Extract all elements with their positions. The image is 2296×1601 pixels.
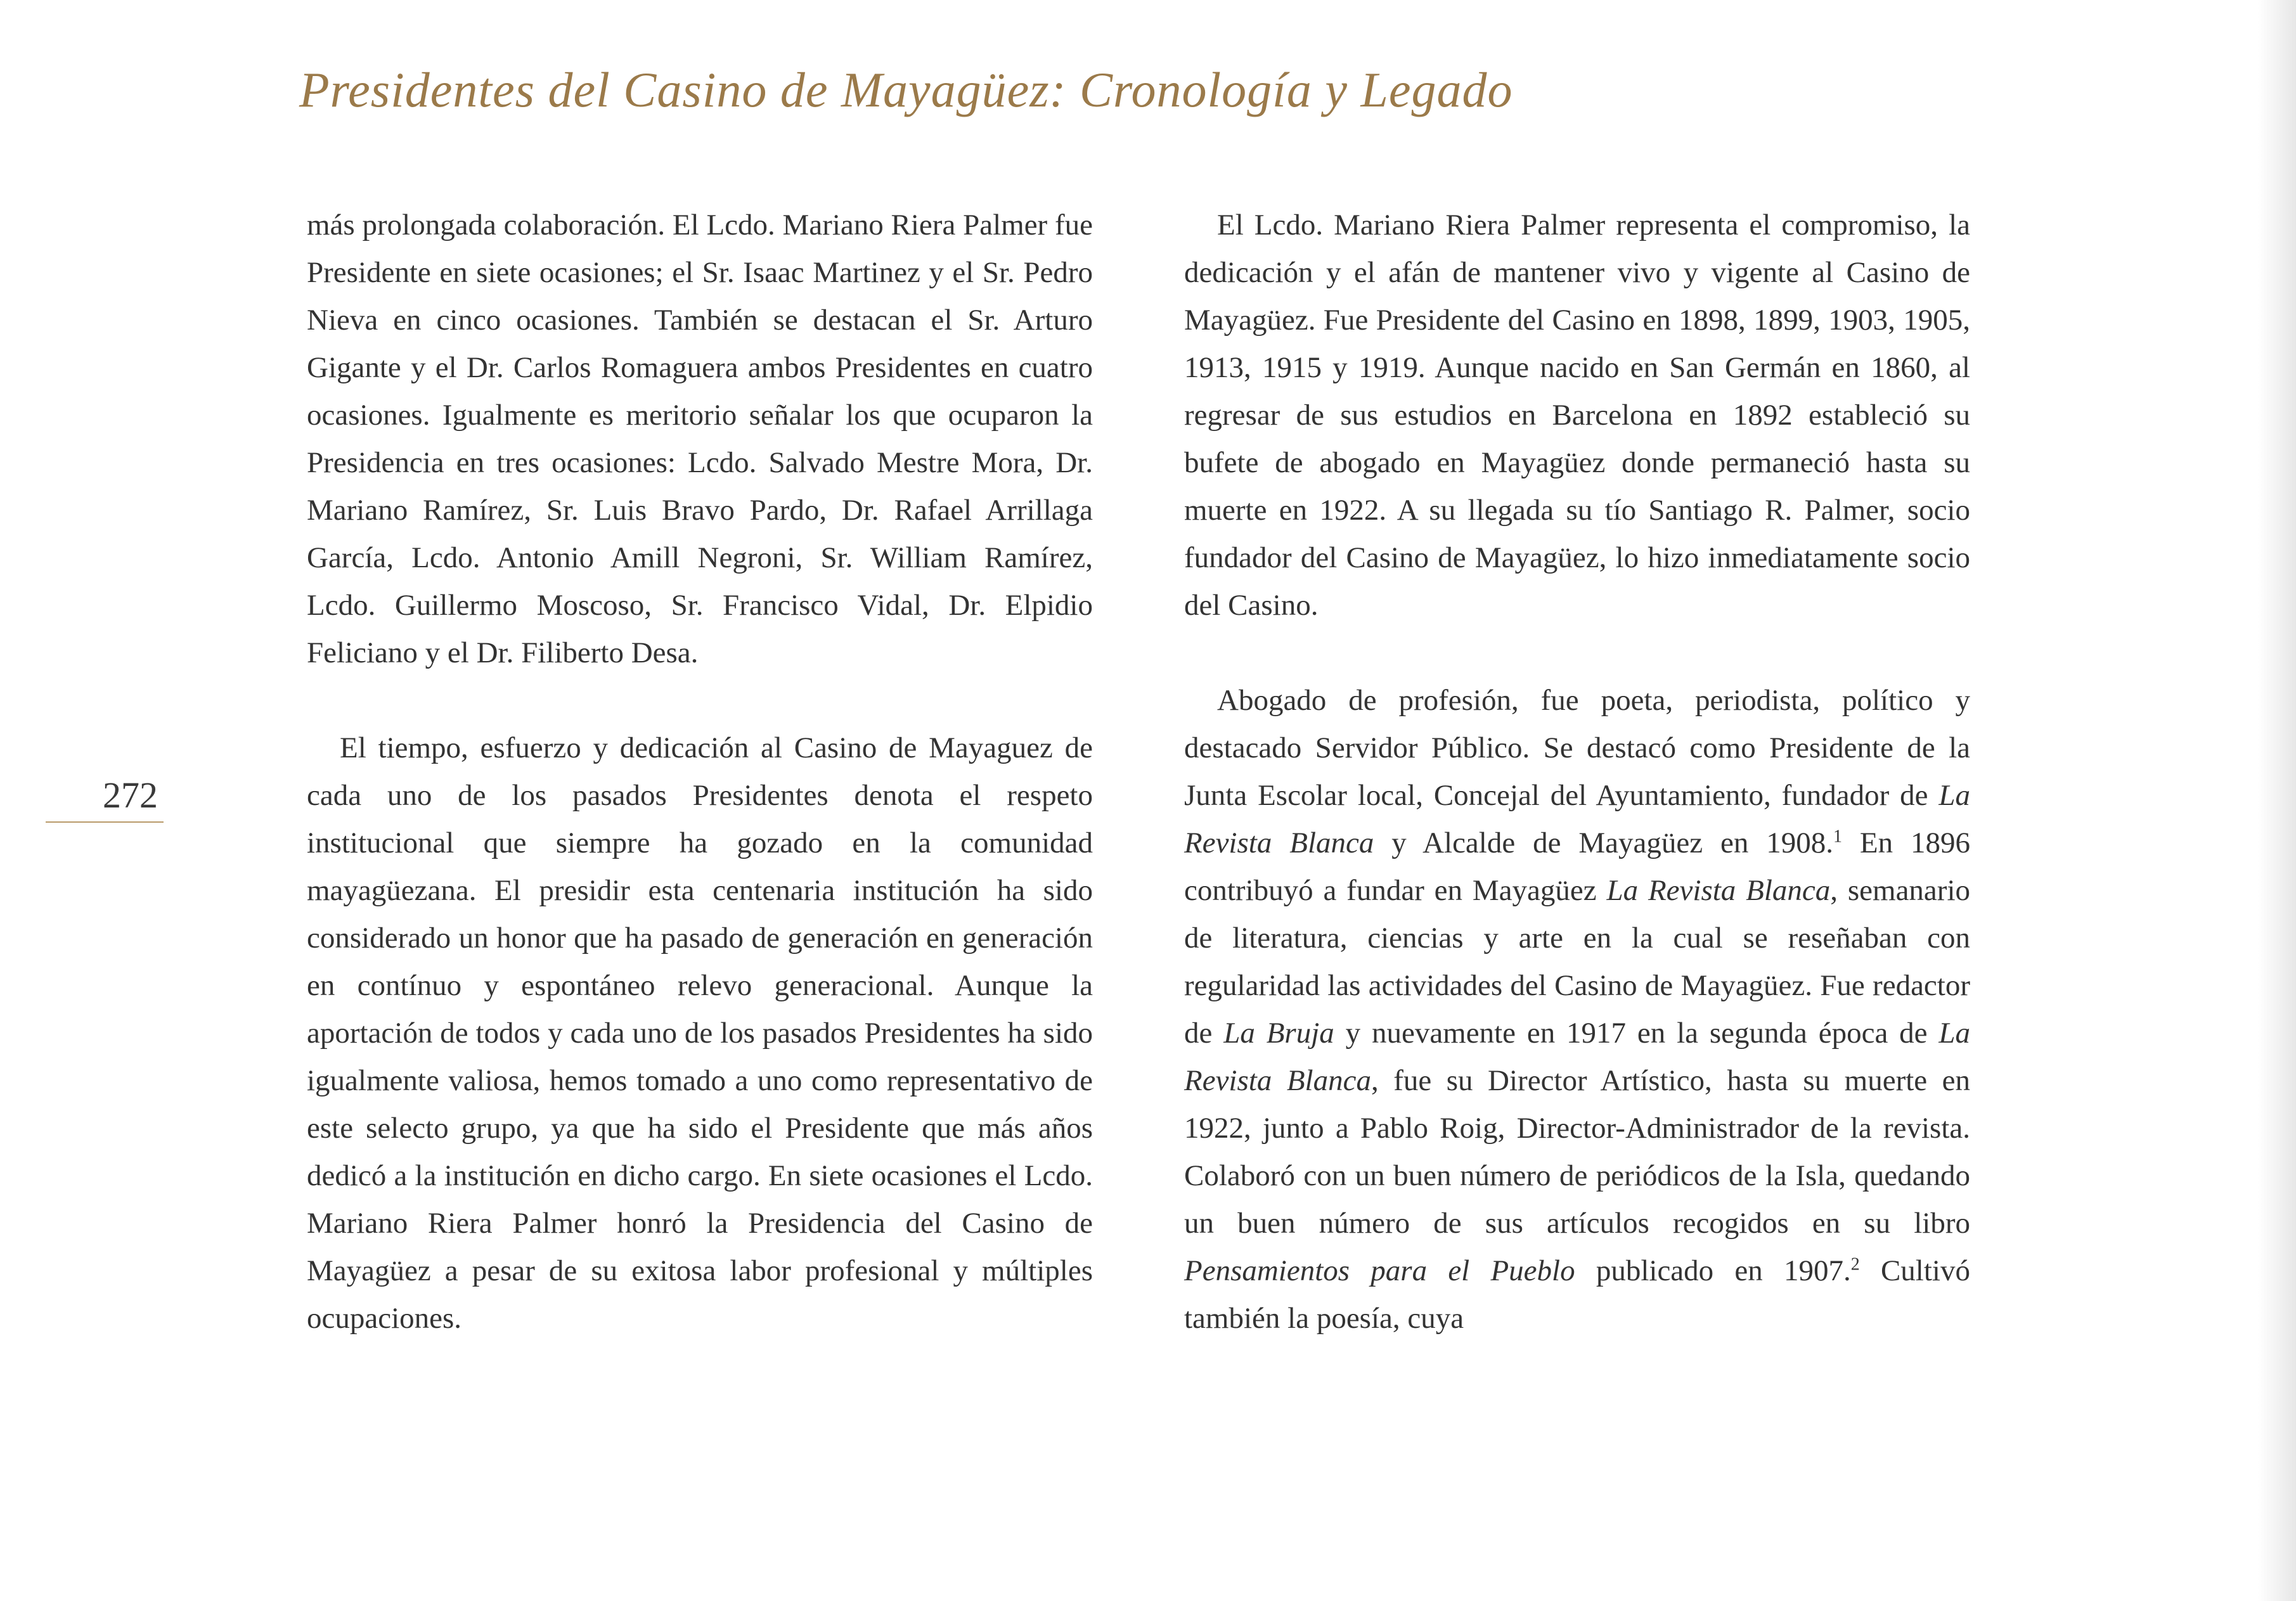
right-paragraph-2 [1184, 677, 1970, 1342]
footnote-marker: 1 [1833, 826, 1842, 847]
publication-title: La Revista Blanca [1184, 1017, 1970, 1097]
footnote-marker: 2 [1850, 1254, 1860, 1275]
paragraph-spacer [1184, 629, 1970, 677]
paragraph-spacer [307, 677, 1093, 724]
page-number-rule [46, 821, 164, 823]
page-number: 272 [103, 775, 158, 816]
page-edge-shadow [2258, 0, 2296, 1601]
publication-title: La Bruja [1223, 1017, 1334, 1050]
publication-title: La Revista Blanca [1184, 779, 1970, 859]
text-segment: publicado en 1907. [1575, 1254, 1851, 1287]
text-segment: , fue su Director Artístico, hasta su muerte en 1922, junto a Pablo Roig, Director-Administrador de la revista. Colaboró con un buen número de periódicos de la Isla, quedando un buen número de sus artículos recogidos en su libro [1184, 1064, 1971, 1240]
left-paragraph-2: El tiempo, esfuerzo y dedicación al Casino de Mayaguez de cada uno de los pasados Presidentes denota el respeto institucional que siempre ha gozado en la comunidad mayagüezana. El presidir esta centenaria institución ha sido considerado un honor que ha pasado de generación en generación en contínuo y espontáneo relevo generacional. Aunque la aportación de todos y cada uno de los pasados Presidentes ha sido igualmente valiosa, hemos tomado a uno como representativo de este selecto grupo, ya que ha sido el Presidente que más años dedicó a la institución en dicho cargo. En siete ocasiones el Lcdo. Mariano Riera Palmer honró la Presidencia del Casino de Mayagüez a pesar de su exitosa labor profesional y múltiples ocupaciones. [307, 731, 1093, 1335]
left-column [307, 202, 1093, 1342]
page-title: Presidentes del Casino de Mayagüez: Cronología y Legado [299, 62, 1513, 117]
publication-title: La Revista Blanca [1606, 874, 1831, 907]
text-segment: y Alcalde de Mayagüez en 1908. [1374, 826, 1833, 859]
right-column [1184, 202, 1970, 1342]
left-paragraph-1: más prolongada colaboración. El Lcdo. Mariano Riera Palmer fue Presidente en siete ocasiones; el Sr. Isaac Martinez y el Sr. Pedro Nieva en cinco ocasiones. También se destacan el Sr. Arturo Gigante y el Dr. Carlos Romaguera ambos Presidentes en cuatro ocasiones. Igualmente es meritorio señalar los que ocuparon la Presidencia en tres ocasiones: Lcdo. Salvado Mestre Mora, Dr. Mariano Ramírez, Sr. Luis Bravo Pardo, Dr. Rafael Arrillaga García, Lcdo. Antonio Amill Negroni, Sr. William Ramírez, Lcdo. Guillermo Moscoso, Sr. Francisco Vidal, Dr. Elpidio Feliciano y el Dr. Filiberto Desa. [307, 209, 1093, 669]
text-segment: En 1896 contribuyó a fundar en Mayagüez [1184, 826, 1970, 907]
text-segment: Abogado de profesión, fue poeta, periodista, político y destacado Servidor Público. Se destacó como Presidente de la Junta Escolar local, Concejal del Ayuntamiento, fundador de [1184, 684, 1970, 812]
text-segment: , semanario de literatura, ciencias y arte en la cual se reseñaban con regularidad las actividades del Casino de Mayagüez. Fue redactor de [1184, 874, 1970, 1050]
book-title: Pensamientos para el Pueblo [1184, 1254, 1575, 1287]
text-segment: Cultivó también la poesía, cuya [1184, 1254, 1970, 1335]
text-segment: y nuevamente en 1917 en la segunda época de [1334, 1017, 1939, 1050]
right-paragraph-1: El Lcdo. Mariano Riera Palmer representa el compromiso, la dedicación y el afán de mantener vivo y vigente al Casino de Mayagüez. Fue Presidente del Casino en 1898, 1899, 1903, 1905, 1913, 1915 y 1919. Aunque nacido en San Germán en 1860, al regresar de sus estudios en Barcelona en 1892 estableció su bufete de abogado en Mayagüez donde permaneció hasta su muerte en 1922. A su llegada su tío Santiago R. Palmer, socio fundador del Casino de Mayagüez, lo hizo inmediatamente socio del Casino. [1184, 209, 1970, 622]
